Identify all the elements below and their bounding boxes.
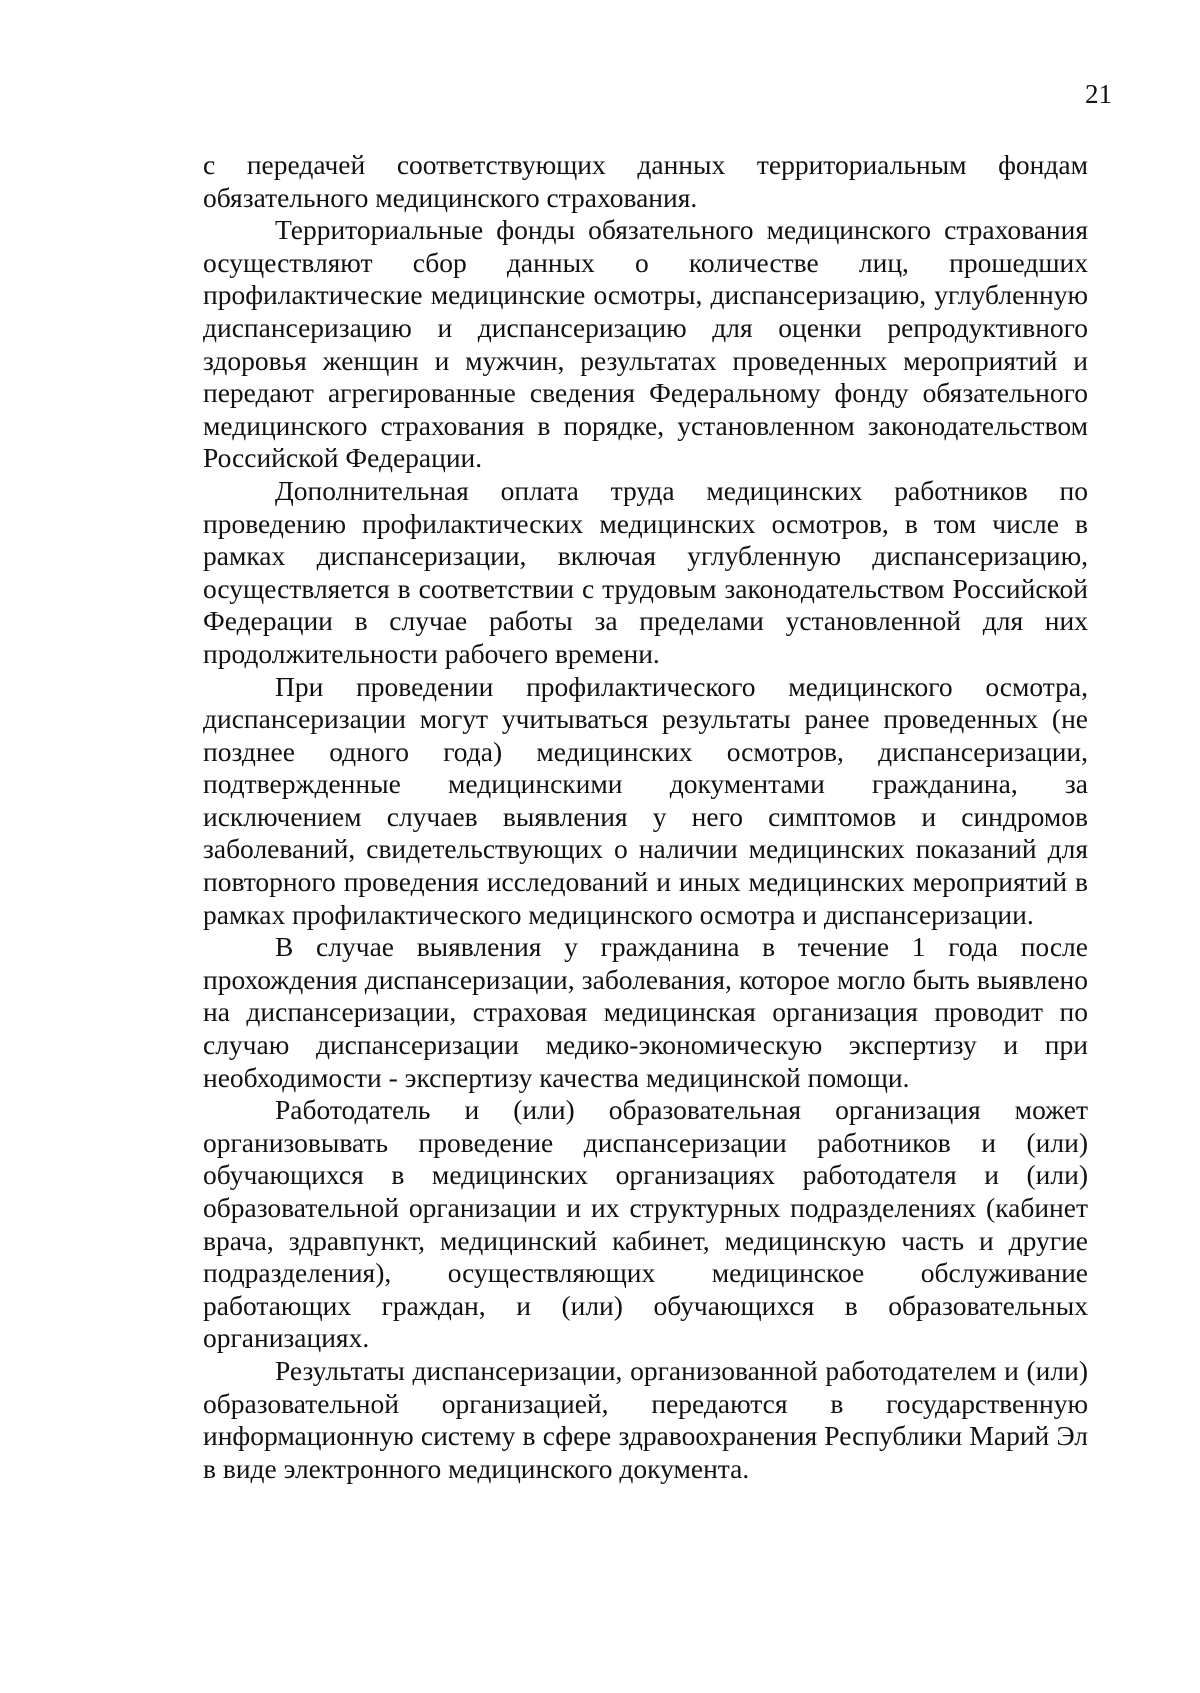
paragraph-employer-organization: Работодатель и (или) образовательная организация может организовывать проведение диспансеризации работников и (или) обучающихся в медицинских организациях работодателя и (или) образовательной организации и их структурных подразделениях (кабинет врача, здравпункт, медицинский кабинет, медицинскую часть и другие подразделения), осуществляющих медицинское обслуживание работающих граждан, и (или) обучающихся в образовательных организациях. [203,1094,1088,1354]
document-body [203,149,1088,1485]
paragraph-results-transfer: Результаты диспансеризации, организованной работодателем и (или) образовательной организацией, передаются в государственную информационную систему в сфере здравоохранения Республики Марий Эл в виде электронного медицинского документа. [203,1354,1088,1484]
paragraph-prior-results: При проведении профилактического медицинского осмотра, диспансеризации могут учитываться результаты ранее проведенных (не позднее одного года) медицинских осмотров, диспансеризации, подтвержденные медицинскими документами гражданина, за исключением случаев выявления у него симптомов и синдромов заболеваний, свидетельствующих о наличии медицинских показаний для повторного проведения исследований и иных медицинских мероприятий в рамках профилактического медицинского осмотра и диспансеризации. [203,670,1088,930]
paragraph-continuation: с передачей соответствующих данных территориальным фондам обязательного медицинского страхования. [203,149,1088,213]
page-number: 21 [1085,79,1112,109]
paragraph-additional-pay: Дополнительная оплата труда медицинских работников по проведению профилактических медицинских осмотров, в том числе в рамках диспансеризации, включая углубленную диспансеризацию, осуществляется в соответствии с трудовым законодательством Российской Федерации в случае работы за пределами установленной для них продолжительности рабочего времени. [203,474,1088,669]
paragraph-expertise: В случае выявления у гражданина в течение 1 года после прохождения диспансеризации, заболевания, которое могло быть выявлено на диспансеризации, страховая медицинская организация проводит по случаю диспансеризации медико-экономическую экспертизу и при необходимости - экспертизу качества медицинской помощи. [203,931,1088,1093]
paragraph-data-collection: Территориальные фонды обязательного медицинского страхования осуществляют сбор данных о количестве лиц, прошедших профилактические медицинские осмотры, диспансеризацию, углубленную диспансеризацию и диспансеризацию для оценки репродуктивного здоровья женщин и мужчин, результатах проведенных мероприятий и передают агрегированные сведения Федеральному фонду обязательного медицинского страхования в порядке, установленном законодательством Российской Федерации. [203,214,1088,474]
